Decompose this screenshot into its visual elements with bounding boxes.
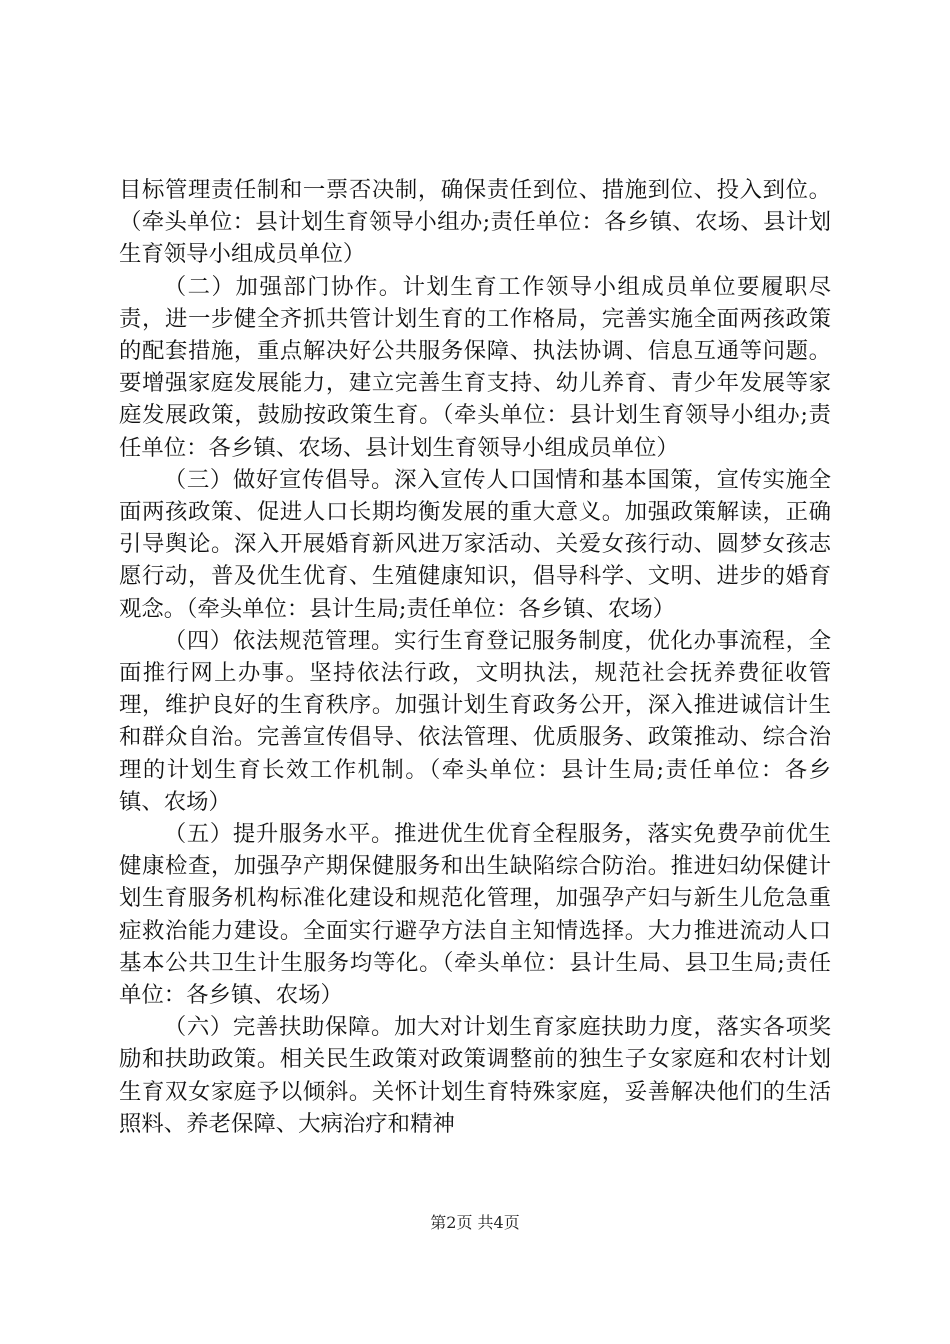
page-footer (0, 1213, 950, 1233)
paragraph-section-3: （三）做好宣传倡导。深入宣传人口国情和基本国策，宣传实施全面两孩政策、促进人口长期均衡发展的重大意义。加强政策解读，正确引导舆论。深入开展婚育新风进万家活动、关爱女孩行动、圆梦女孩志愿行动，普及优生优育、生殖健康知识，倡导科学、文明、进步的婚育观念。（牵头单位：县计生局;责任单位：各乡镇、农场） (119, 466, 831, 622)
page-number: 第2页 共4页 (430, 1213, 520, 1232)
paragraph-section-5: （五）提升服务水平。推进优生优育全程服务，落实免费孕前优生健康检查，加强孕产期保健服务和出生缺陷综合防治。推进妇幼保健计划生育服务机构标准化建设和规范化管理，加强孕产妇与新生儿危急重症救治能力建设。全面实行避孕方法自主知情选择。大力推进流动人口基本公共卫生计生服务均等化。（牵头单位：县计生局、县卫生局;责任单位：各乡镇、农场） (119, 821, 831, 1009)
paragraph-section-6: （六）完善扶助保障。加大对计划生育家庭扶助力度，落实各项奖励和扶助政策。相关民生政策对政策调整前的独生子女家庭和农村计划生育双女家庭予以倾斜。关怀计划生育特殊家庭，妥善解决他们的生活照料、养老保障、大病治疗和精神 (119, 1014, 831, 1137)
paragraph-continuation: 目标管理责任制和一票否决制，确保责任到位、措施到位、投入到位。（牵头单位：县计划生育领导小组办;责任单位：各乡镇、农场、县计划生育领导小组成员单位） (119, 177, 831, 268)
document-body (119, 174, 831, 1140)
paragraph-section-4: （四）依法规范管理。实行生育登记服务制度，优化办事流程，全面推行网上办事。坚持依法行政，文明执法，规范社会抚养费征收管理，维护良好的生育秩序。加强计划生育政务公开，深入推进诚信计生和群众自治。完善宣传倡导、依法管理、优质服务、政策推动、综合治理的计划生育长效工作机制。（牵头单位：县计生局;责任单位：各乡镇、农场） (119, 627, 831, 815)
paragraph-section-2: （二）加强部门协作。计划生育工作领导小组成员单位要履职尽责，进一步健全齐抓共管计划生育的工作格局，完善实施全面两孩政策的配套措施，重点解决好公共服务保障、执法协调、信息互通等问题。要增强家庭发展能力，建立完善生育支持、幼儿养育、青少年发展等家庭发展政策，鼓励按政策生育。（牵头单位：县计划生育领导小组办;责任单位：各乡镇、农场、县计划生育领导小组成员单位） (119, 273, 831, 461)
